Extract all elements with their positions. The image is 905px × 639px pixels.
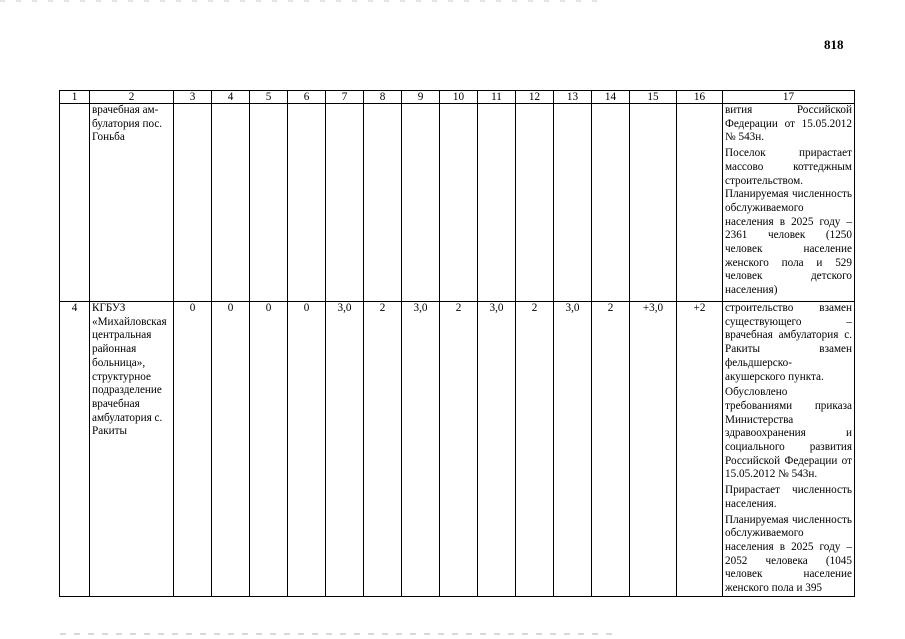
cell-value xyxy=(250,104,288,302)
table-row xyxy=(60,302,855,597)
table-row xyxy=(60,104,855,302)
cell-value xyxy=(174,104,212,302)
cell-value: +2 xyxy=(677,302,723,597)
column-header: 4 xyxy=(212,91,250,104)
note-cell xyxy=(723,302,855,597)
cell-value: 3,0 xyxy=(554,302,592,597)
cell-value: 3,0 xyxy=(402,302,440,597)
column-header: 3 xyxy=(174,91,212,104)
cell-value xyxy=(554,104,592,302)
cell-value xyxy=(592,104,630,302)
cell-value xyxy=(212,104,250,302)
cell-value xyxy=(516,104,554,302)
note-paragraph: строительство взамен существующего – врачебная амбулатория с. Ракиты взамен фельдшерско-акушерского пункта. xyxy=(725,302,852,383)
cell-value: 3,0 xyxy=(326,302,364,597)
column-header: 8 xyxy=(364,91,402,104)
column-header: 9 xyxy=(402,91,440,104)
cell-value: 2 xyxy=(592,302,630,597)
note-paragraph: Поселок прирастает массово коттеджным строительством. Планируемая численность обслуживаемого населения в 2025 году – 2361 человек (1250 человек население женского пола и 529 человек детского населения) xyxy=(725,147,852,297)
cell-value xyxy=(440,104,478,302)
row-number: 4 xyxy=(60,302,90,597)
scan-artifact-bottom xyxy=(60,633,620,635)
column-header: 13 xyxy=(554,91,592,104)
cell-value xyxy=(288,104,326,302)
note-paragraph: вития Российской Федерации от 15.05.2012 № 543н. xyxy=(725,104,852,144)
cell-value: 0 xyxy=(288,302,326,597)
cell-value: 0 xyxy=(212,302,250,597)
column-header: 17 xyxy=(723,91,855,104)
column-header: 10 xyxy=(440,91,478,104)
cell-value xyxy=(677,104,723,302)
column-header: 5 xyxy=(250,91,288,104)
note-paragraph: Обусловлено требованиями приказа Министерства здравоохранения и социального развития Российской Федерации от 15.05.2012 № 543н. xyxy=(725,386,852,481)
cell-value: 0 xyxy=(250,302,288,597)
column-header: 16 xyxy=(677,91,723,104)
cell-value: +3,0 xyxy=(630,302,677,597)
cell-value xyxy=(364,104,402,302)
facility-name: врачебная ам-булатория пос. Гоньба xyxy=(90,104,174,302)
facility-name: КГБУЗ «Михайловская центральная районная больница», структурное подразделение врачебная амбулатория с. Ракиты xyxy=(90,302,174,597)
note-paragraph: Прирастает численность населения. xyxy=(725,484,852,510)
data-table xyxy=(59,90,855,597)
column-header: 1 xyxy=(60,91,90,104)
cell-value: 2 xyxy=(364,302,402,597)
column-header: 6 xyxy=(288,91,326,104)
cell-value: 3,0 xyxy=(478,302,516,597)
cell-value: 2 xyxy=(440,302,478,597)
row-number xyxy=(60,104,90,302)
table-header-row xyxy=(60,91,855,104)
column-header: 14 xyxy=(592,91,630,104)
cell-value xyxy=(326,104,364,302)
cell-value: 0 xyxy=(174,302,212,597)
note-cell xyxy=(723,104,855,302)
cell-value xyxy=(402,104,440,302)
page-number: 818 xyxy=(824,37,844,52)
cell-value xyxy=(478,104,516,302)
note-paragraph: Планируемая численность обслуживаемого населения в 2025 году – 2052 человека (1045 человек население женского пола и 395 xyxy=(725,513,852,595)
column-header: 15 xyxy=(630,91,677,104)
column-header: 11 xyxy=(478,91,516,104)
column-header: 2 xyxy=(90,91,174,104)
column-header: 12 xyxy=(516,91,554,104)
cell-value xyxy=(630,104,677,302)
scan-artifact-top xyxy=(0,0,600,2)
cell-value: 2 xyxy=(516,302,554,597)
column-header: 7 xyxy=(326,91,364,104)
